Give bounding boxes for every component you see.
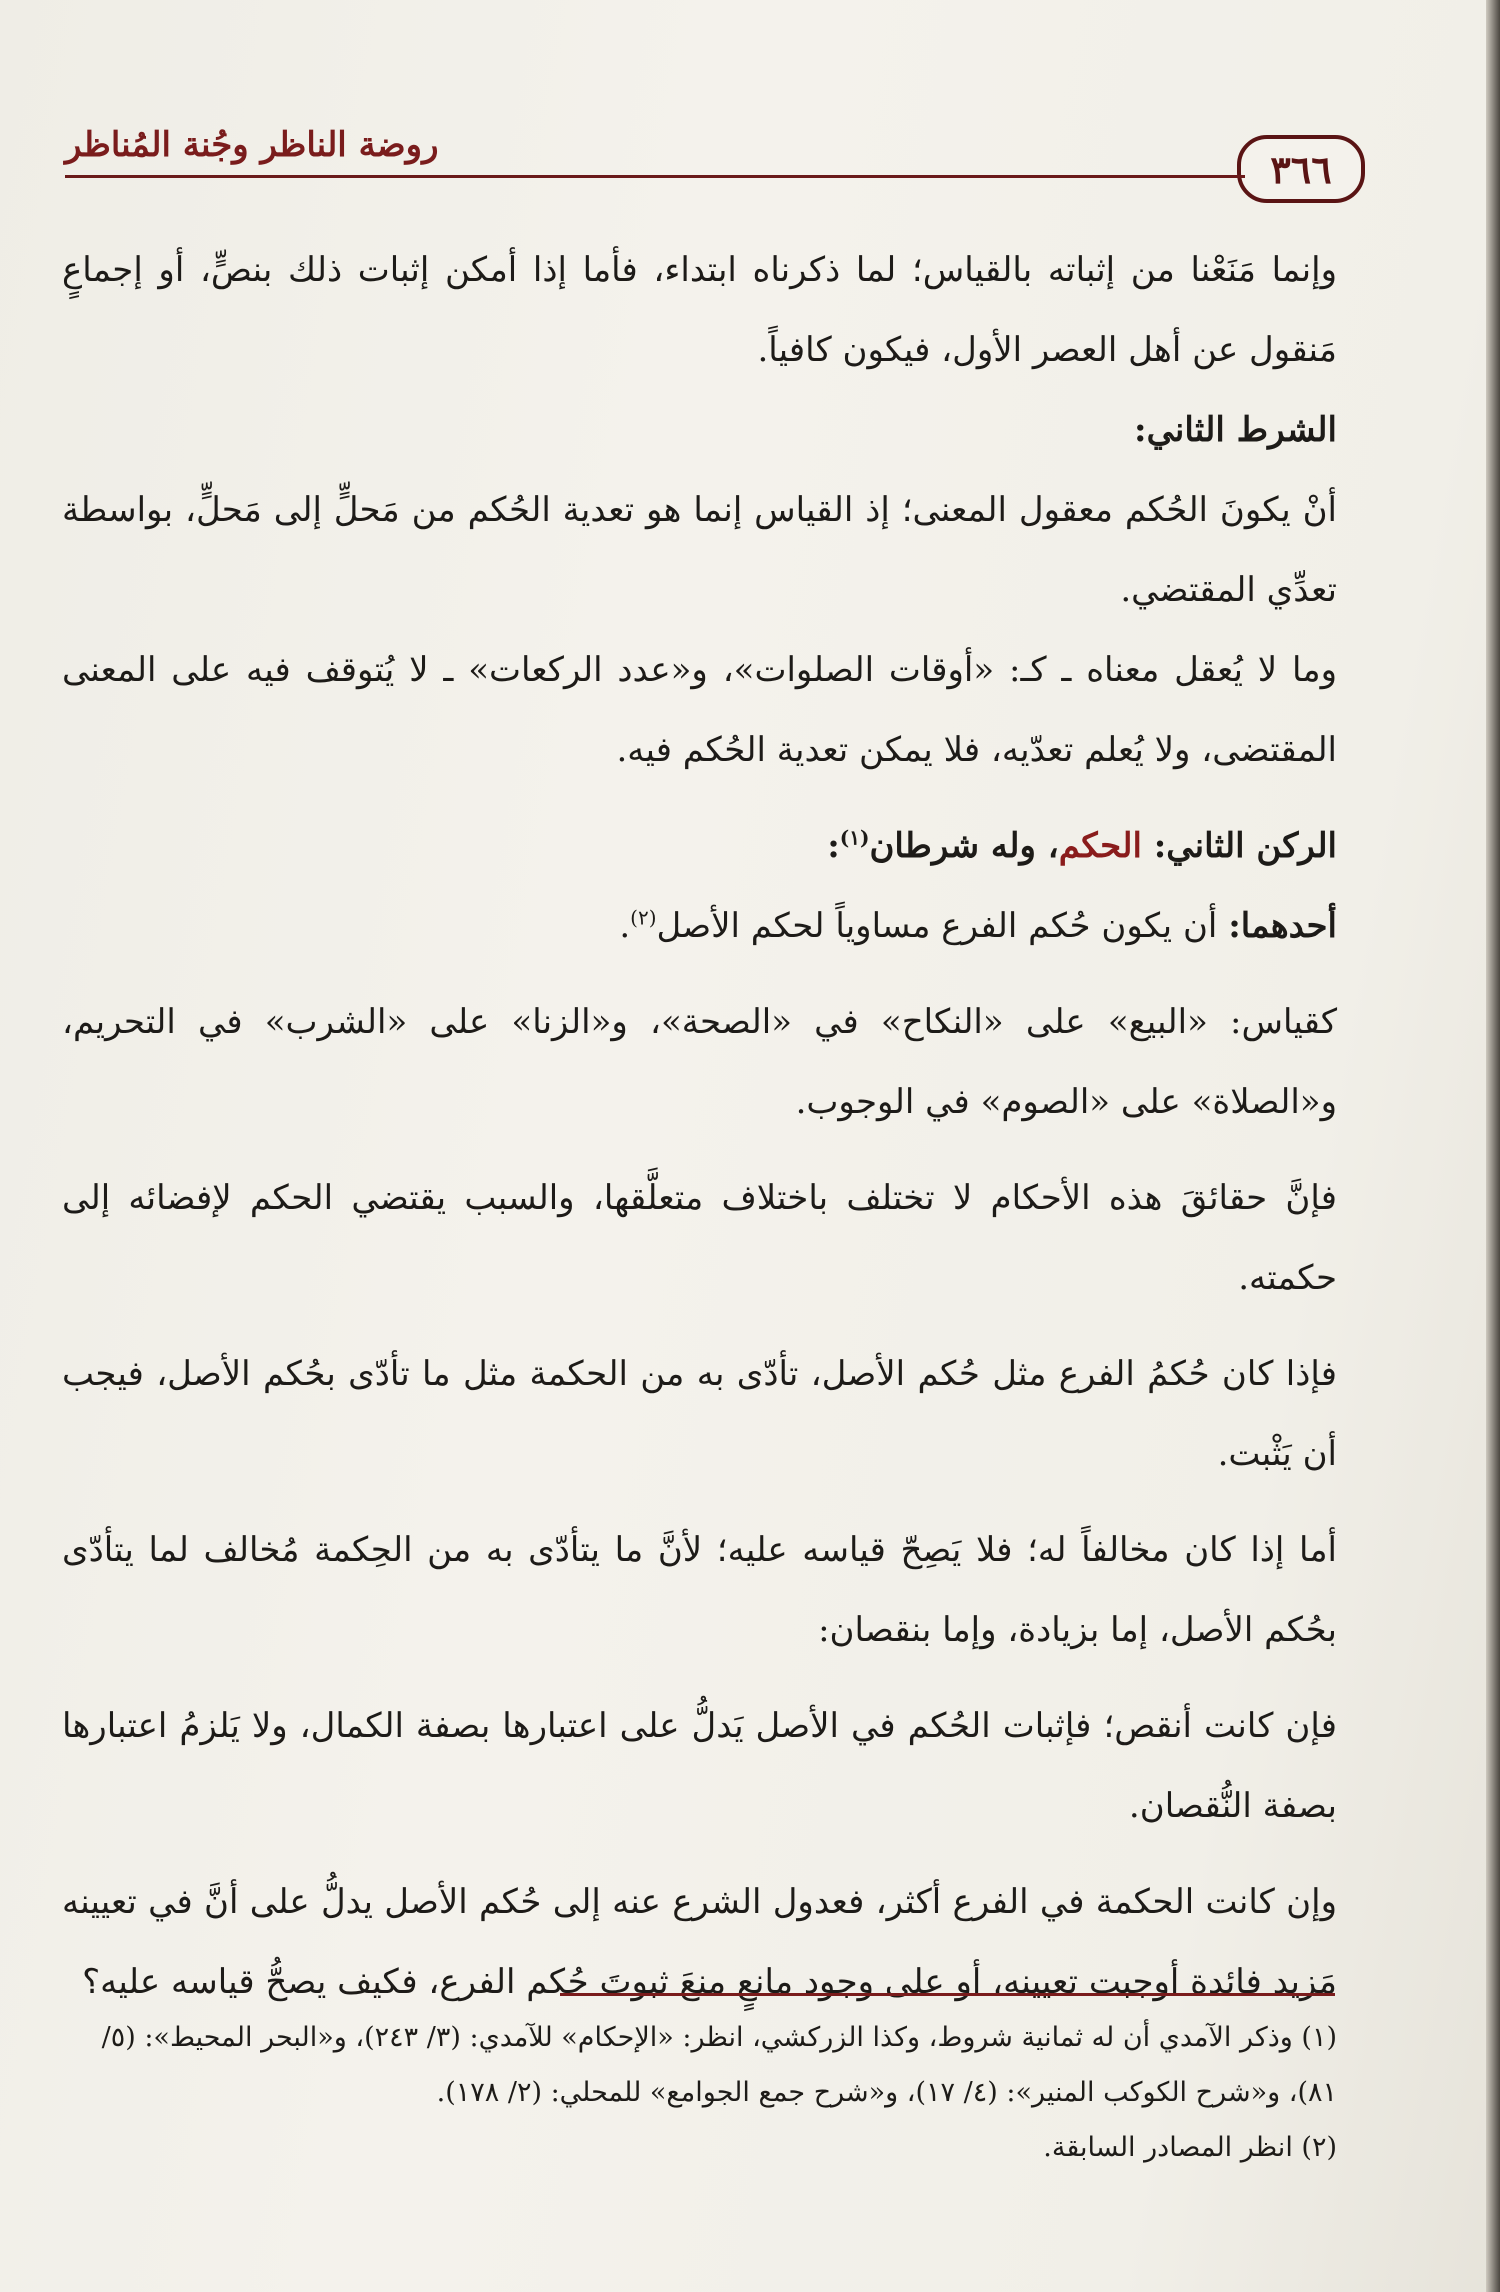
first-condition-label: أحدهما:	[1228, 906, 1337, 946]
paragraph: وإنما مَنَعْنا من إثباته بالقياس؛ لما ذكرناه ابتداء، فأما إذا أمكن إثبات ذلك بنصٍّ، أو إجماعٍ مَنقول عن أهل العصر الأول، فيكون كافياً.	[62, 250, 1337, 370]
first-condition-end: .	[619, 906, 631, 946]
footnotes	[62, 2010, 1337, 2175]
main-text	[62, 230, 1337, 2022]
rukn-suffix: ، وله شرطان	[869, 826, 1059, 866]
paragraph: فإذا كان حُكمُ الفرع مثل حُكم الأصل، تأدّى به من الحكمة مثل ما تأدّى بحُكم الأصل، فيجب أن يَثْبت.	[62, 1354, 1337, 1474]
paragraph: وما لا يُعقل معناه ـ كـ: «أوقات الصلوات»، و«عدد الركعات» ـ لا يُتوقف فيه على المعنى المقتضى، ولا يُعلم تعدّيه، فلا يمكن تعدية الحُكم فيه.	[62, 650, 1337, 770]
rukn-prefix: الركن الثاني:	[1153, 826, 1337, 866]
rukn-heading	[62, 806, 1337, 886]
rukn-colon: :	[827, 826, 840, 866]
footnote-rule	[560, 1993, 1335, 1996]
footnote-ref: (١)	[839, 825, 870, 850]
first-condition-text: أن يكون حُكم الفرع مساوياً لحكم الأصل	[656, 906, 1218, 946]
footnote-ref: (٢)	[630, 905, 657, 930]
paragraph: فإنَّ حقائقَ هذه الأحكام لا تختلف باختلاف متعلَّقها، والسبب يقتضي الحكم لإفضائه إلى حكمته.	[62, 1178, 1337, 1298]
footnote: (٢) انظر المصادر السابقة.	[1043, 2132, 1337, 2163]
page-header	[65, 105, 1385, 192]
paragraph: أما إذا كان مخالفاً له؛ فلا يَصِحّ قياسه عليه؛ لأنَّ ما يتأدّى به من الحِكمة مُخالف لما يتأدّى بحُكم الأصل، إما بزيادة، وإما بنقصان:	[62, 1530, 1337, 1650]
condition-heading: الشرط الثاني:	[1134, 410, 1337, 450]
paragraph: أنْ يكونَ الحُكم معقول المعنى؛ إذ القياس إنما هو تعدية الحُكم من مَحلٍّ إلى مَحلٍّ، بواسطة تعدِّي المقتضي.	[62, 490, 1337, 610]
footnote: (١) وذكر الآمدي أن له ثمانية شروط، وكذا الزركشي، انظر: «الإحكام» للآمدي: (٣/ ٢٤٣)، و«البحر المحيط»: (٥/ ٨١)، و«شرح الكوكب المنير»: (٤/ ١٧)، و«شرح جمع الجوامع» للمحلي: (٢/ ١٧٨).	[101, 2022, 1337, 2108]
paragraph: وإن كانت الحكمة في الفرع أكثر، فعدول الشرع عنه إلى حُكم الأصل يدلُّ على أنَّ في تعيينه مَزيد فائدة أوجبت تعيينه، أو على وجود مانعٍ منعَ ثبوتَ حُكم الفرع، فكيف يصحُّ قياسه عليه؟	[62, 1882, 1337, 2002]
book-edge	[1486, 0, 1500, 2292]
first-condition	[62, 886, 1337, 966]
header-rule	[65, 175, 1245, 178]
page-number: ٣٦٦	[1237, 135, 1365, 203]
paragraph: فإن كانت أنقص؛ فإثبات الحُكم في الأصل يَدلُّ على اعتبارها بصفة الكمال، ولا يَلزمُ اعتبارها بصفة النُّقصان.	[62, 1706, 1337, 1826]
rukn-term: الحكم	[1058, 826, 1142, 866]
running-title: روضة الناظر وجُنة المُناظر	[65, 125, 439, 165]
paragraph: كقياس: «البيع» على «النكاح» في «الصحة»، و«الزنا» على «الشرب» في التحريم، و«الصلاة» على «الصوم» في الوجوب.	[62, 1002, 1337, 1122]
